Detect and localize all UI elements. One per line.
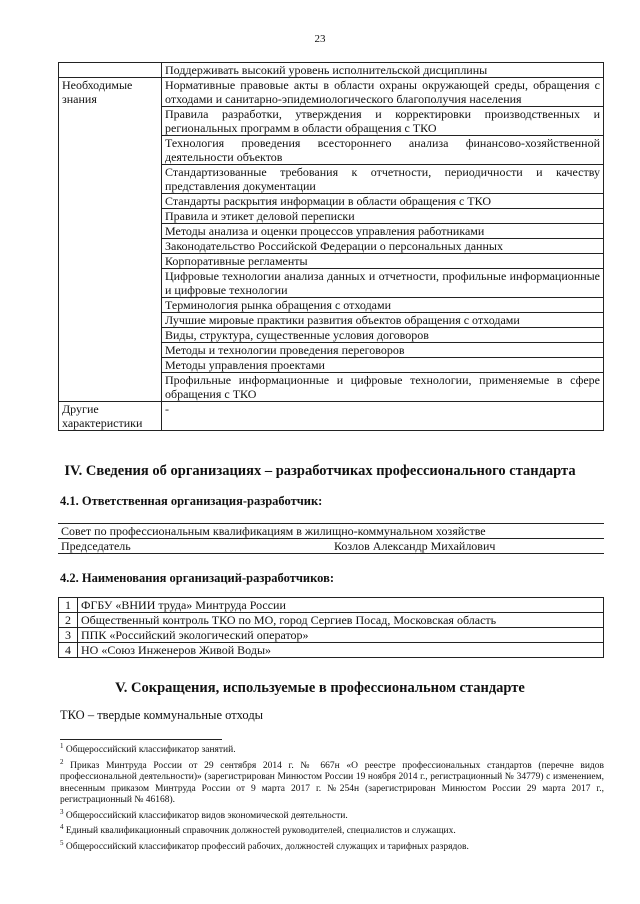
developer-row	[59, 643, 604, 658]
developer-number: 1	[59, 598, 78, 613]
footnote-text: Приказ Минтруда России от 29 сентября 2014 г. № 667н «О реестре профессиональных стандартов (перечне видов профессиональной деятельности)» (зарегистрирован Минюстом России 19 ноября 2014 г., регистрационный № 34779) с изменением, внесенным приказом Минтруда России от 9 марта 2017 г. №254н (зарегистрирован Минюстом России 29 марта 2017 г., регистрационный № 46168).	[60, 760, 604, 806]
responsible-org-heading: 4.1. Ответственная организация-разработчик:	[60, 494, 323, 508]
knowledge-item: Виды, структура, существенные условия договоров	[162, 328, 604, 343]
knowledge-item: Профильные информационные и цифровые технологии, применяемые в сфере обращения с ТКО	[162, 373, 604, 402]
knowledge-item: Стандартизованные требования к отчетности, периодичности и качеству представления документации	[162, 165, 604, 194]
abbreviation-tko: ТКО – твердые коммунальные отходы	[60, 708, 264, 722]
footnote-mark: 2	[60, 757, 64, 766]
footnote-text: Общероссийский классификатор занятий.	[65, 745, 236, 756]
empty-label-cell	[59, 63, 162, 78]
developer-row	[59, 628, 604, 643]
developer-number: 2	[59, 613, 78, 628]
knowledge-item: Лучшие мировые практики развития объектов обращения с отходами	[162, 313, 604, 328]
knowledge-table	[58, 62, 604, 431]
developer-name: Общественный контроль ТКО по МО, город Сергиев Посад, Московская область	[78, 613, 604, 628]
knowledge-label: Необходимые знания	[59, 78, 162, 402]
section-5-title: V. Сокращения, используемые в профессиональном стандарте	[115, 680, 525, 696]
footnote-text: Общероссийский классификатор видов экономической деятельности.	[65, 810, 348, 821]
footnote-mark: 5	[60, 839, 64, 848]
knowledge-item: Методы управления проектами	[162, 358, 604, 373]
developer-name: ФГБУ «ВНИИ труда» Минтруда России	[78, 598, 604, 613]
knowledge-item: Стандарты раскрытия информации в области обращения с ТКО	[162, 194, 604, 209]
footnote-divider	[60, 739, 222, 740]
other-characteristics-value: -	[162, 402, 604, 431]
developer-name: НО «Союз Инженеров Живой Воды»	[78, 643, 604, 658]
footnote-mark: 1	[60, 742, 64, 750]
footnotes	[60, 741, 604, 854]
footnote-text: Единый квалификационный справочник должностей руководителей, специалистов и служащих.	[65, 826, 456, 837]
developer-row	[59, 598, 604, 613]
footnote	[60, 822, 604, 838]
developer-number: 3	[59, 628, 78, 643]
knowledge-item: Терминология рынка обращения с отходами	[162, 298, 604, 313]
chair-name: Козлов Александр Михайлович	[326, 539, 604, 554]
responsible-org-name: Совет по профессиональным квалификациям в жилищно-коммунальном хозяйстве	[58, 524, 604, 539]
footnote	[60, 807, 604, 823]
section-4-title: IV. Сведения об организациях – разработчиках профессионального стандарта	[64, 463, 576, 479]
developer-name: ППК «Российский экологический оператор»	[78, 628, 604, 643]
footnote-mark: 3	[60, 807, 64, 816]
table-row	[59, 63, 604, 78]
footnote-text: Общероссийский классификатор профессий рабочих, должностей служащих и тарифных разрядов.	[65, 842, 469, 853]
table-row	[59, 78, 604, 107]
footnote	[60, 757, 604, 807]
knowledge-item: Нормативные правовые акты в области охраны окружающей среды, обращения с отходами и санитарно-эпидемиологического благополучия населения	[162, 78, 604, 107]
knowledge-item: Корпоративные регламенты	[162, 254, 604, 269]
footnote	[60, 838, 604, 854]
knowledge-item: Правила разработки, утверждения и корректировки производственных и региональных программ в области обращения с ТКО	[162, 107, 604, 136]
knowledge-item: Правила и этикет деловой переписки	[162, 209, 604, 224]
table-row	[59, 402, 604, 431]
other-characteristics-label: Другие характеристики	[59, 402, 162, 431]
footnote-mark: 4	[60, 823, 64, 832]
developer-orgs-table	[58, 597, 604, 658]
knowledge-item: Методы анализа и оценки процессов управления работниками	[162, 224, 604, 239]
knowledge-item: Законодательство Российской Федерации о персональных данных	[162, 239, 604, 254]
chair-label: Председатель	[58, 539, 326, 554]
developer-row	[59, 613, 604, 628]
knowledge-item: Цифровые технологии анализа данных и отчетности, профильные информационные и цифровые технологии	[162, 269, 604, 298]
knowledge-item: Методы и технологии проведения переговоров	[162, 343, 604, 358]
table-cell: Поддерживать высокий уровень исполнительской дисциплины	[162, 63, 604, 78]
page-number: 23	[314, 33, 326, 45]
developer-orgs-heading: 4.2. Наименования организаций-разработчиков:	[60, 571, 334, 585]
responsible-org-table	[58, 523, 604, 554]
developer-number: 4	[59, 643, 78, 658]
knowledge-item: Технология проведения всестороннего анализа финансово-хозяйственной деятельности объектов	[162, 136, 604, 165]
footnote	[60, 741, 604, 757]
